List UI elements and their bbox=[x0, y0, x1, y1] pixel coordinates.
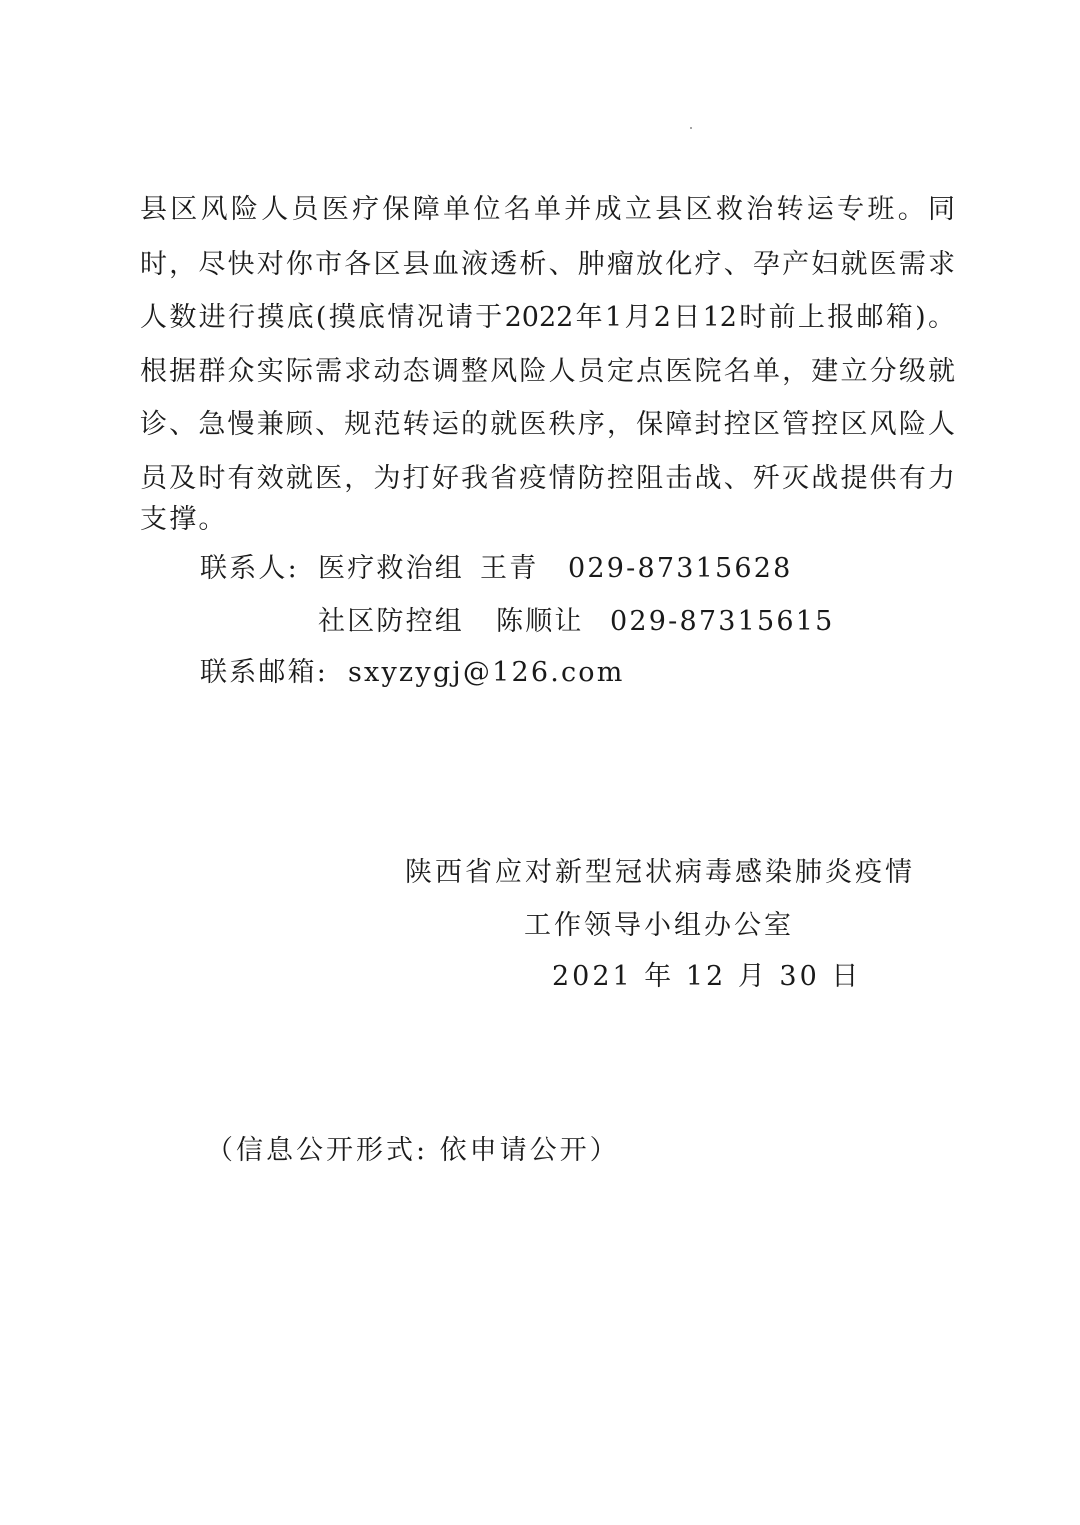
body-line-2: 时，尽快对你市各区县血液透析、肿瘤放化疗、孕产妇就医需求 bbox=[140, 249, 955, 280]
body-line-7: 支撑。 bbox=[140, 504, 228, 535]
body-line-3: 人数进行摸底(摸底情况请于2022年1月2日12时前上报邮箱)。 bbox=[140, 302, 955, 333]
signature-org-line-1: 陕西省应对新型冠状病毒感染肺炎疫情 bbox=[405, 857, 915, 888]
signature-org-line-2: 工作领导小组办公室 bbox=[524, 910, 794, 941]
contact-label: 联系人: bbox=[200, 553, 299, 584]
contact-group-2: 社区防控组 bbox=[318, 606, 464, 637]
body-line-1: 县区风险人员医疗保障单位名单并成立县区救治转运专班。同 bbox=[140, 194, 955, 225]
contact-row-1 bbox=[200, 549, 793, 589]
contact-name-2: 陈顺让 bbox=[496, 606, 584, 637]
contact-name-1: 王青 bbox=[480, 553, 539, 584]
contact-phone-2: 029-87315615 bbox=[610, 606, 835, 637]
contact-row-email bbox=[200, 653, 625, 693]
scan-speck bbox=[690, 127, 692, 129]
body-line-5: 诊、急慢兼顾、规范转运的就医秩序，保障封控区管控区风险人 bbox=[140, 409, 955, 440]
email-address: sxyzygj@126.com bbox=[348, 657, 625, 688]
contact-row-2 bbox=[318, 602, 835, 642]
disclosure-note: （信息公开形式: 依申请公开） bbox=[206, 1135, 620, 1166]
signature-date: 2021 年 12 月 30 日 bbox=[552, 961, 862, 992]
email-label: 联系邮箱: bbox=[200, 657, 329, 688]
body-line-6: 员及时有效就医，为打好我省疫情防控阻击战、歼灭战提供有力 bbox=[140, 463, 955, 494]
contact-group-1: 医疗救治组 bbox=[318, 553, 464, 584]
contact-phone-1: 029-87315628 bbox=[568, 553, 793, 584]
body-line-4: 根据群众实际需求动态调整风险人员定点医院名单，建立分级就 bbox=[140, 356, 955, 387]
